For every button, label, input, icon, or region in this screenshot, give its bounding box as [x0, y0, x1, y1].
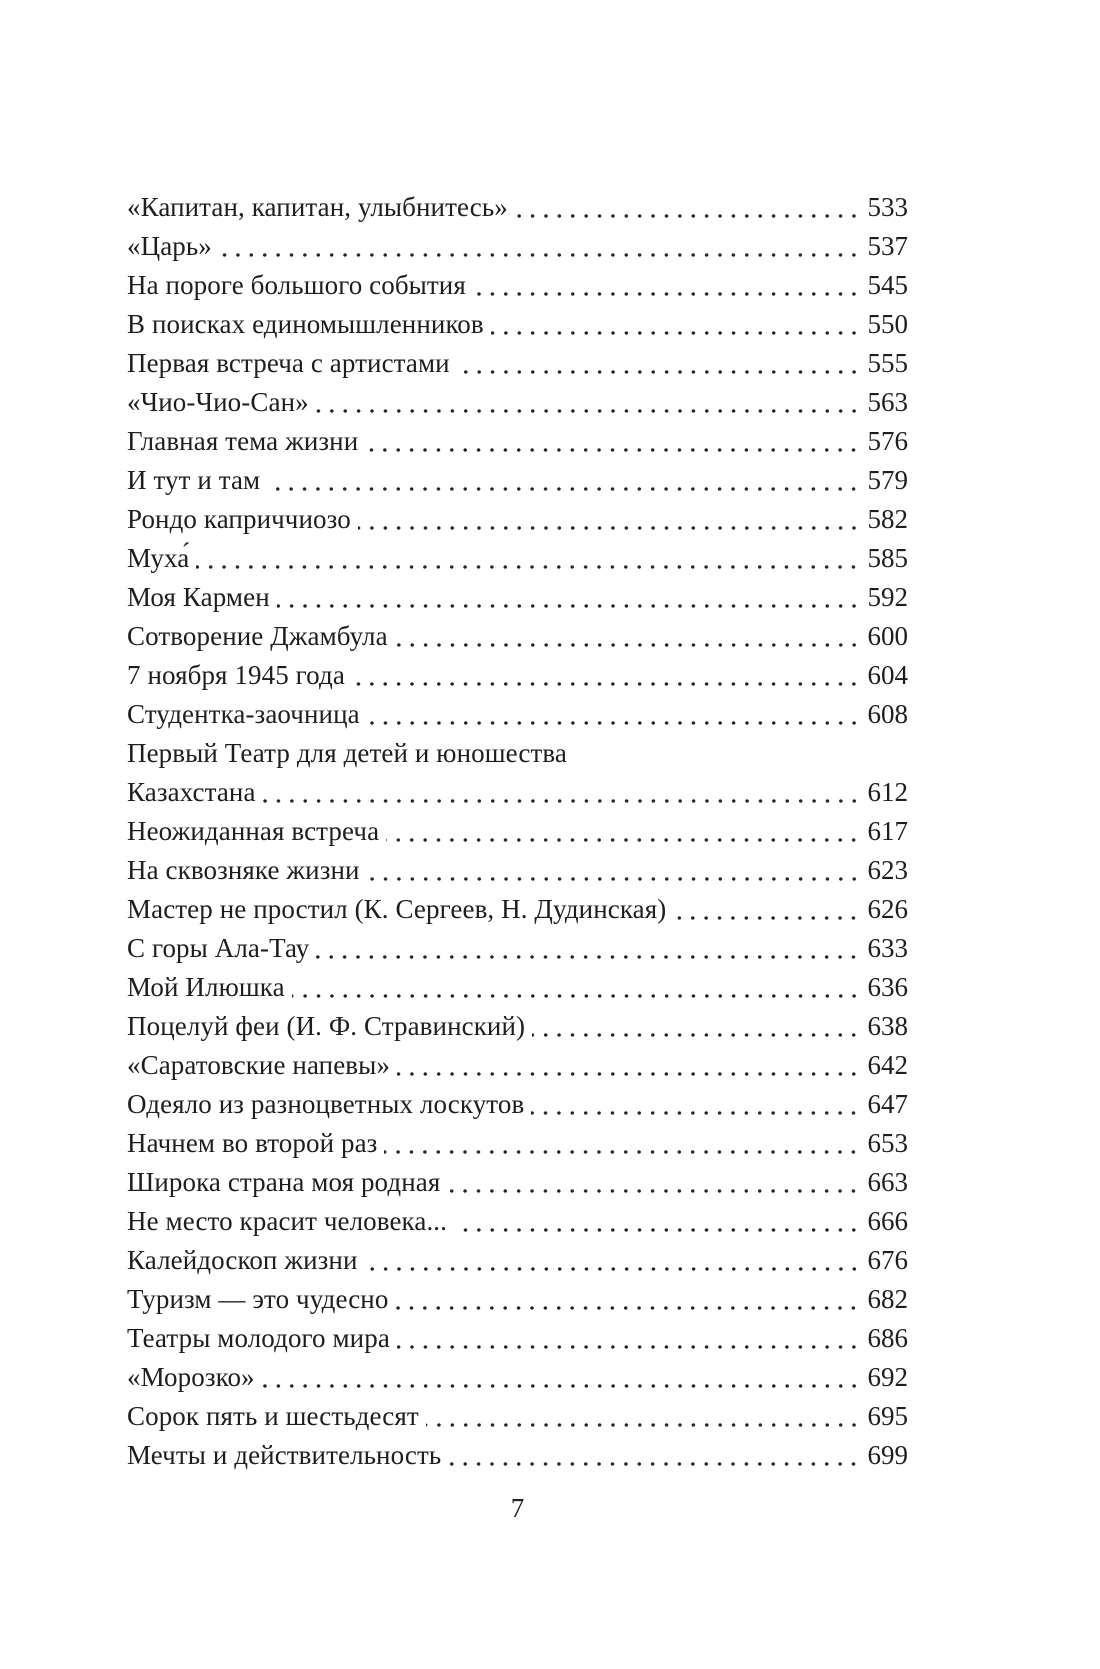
dot-leader — [267, 461, 860, 500]
toc-entry — [127, 305, 908, 344]
toc-entry-page: 638 — [867, 1011, 908, 1041]
toc-entry-page: 612 — [867, 777, 908, 807]
dot-leader — [454, 1202, 861, 1241]
dot-leader — [386, 812, 860, 851]
toc-entry-page: 682 — [867, 1284, 908, 1314]
dot-leader — [262, 1358, 861, 1397]
dot-leader — [397, 1046, 861, 1085]
toc-entry-title: «Чио-Чио-Сан» — [127, 387, 309, 417]
toc-entry — [127, 1319, 908, 1358]
toc-entry — [127, 461, 908, 500]
toc-entry — [127, 890, 908, 929]
dot-leader — [531, 1085, 860, 1124]
toc-entry-title: «Саратовские напевы» — [127, 1050, 390, 1080]
toc-entry — [127, 1046, 908, 1085]
toc-entry-title: Калейдоскоп жизни — [127, 1245, 358, 1275]
toc-entry-page: 550 — [867, 309, 908, 339]
dot-leader — [491, 305, 861, 344]
toc-entry-page: 563 — [867, 387, 908, 417]
toc-entry — [127, 734, 908, 773]
dot-leader — [316, 383, 861, 422]
toc-entry-page: 676 — [867, 1245, 908, 1275]
toc-entry — [127, 1163, 908, 1202]
toc-entry-title: Мастер не простил (К. Сергеев, Н. Дудинская) — [127, 894, 667, 924]
toc-entry-title: Театры молодого мира — [127, 1323, 390, 1353]
toc-entry-page: 579 — [867, 465, 908, 495]
toc-entry-title: Мой Илюшка — [127, 972, 285, 1002]
dot-leader — [367, 695, 861, 734]
toc-entry-page: 695 — [867, 1401, 908, 1431]
toc-entry-title: Казахстана — [127, 777, 256, 807]
toc-entry-title: Сорок пять и шестьдесят — [127, 1401, 419, 1431]
toc-entry — [127, 851, 908, 890]
toc-entry-page: 626 — [867, 894, 908, 924]
toc-entry-page: 555 — [867, 348, 908, 378]
toc-entry-title: Первый Театр для детей и юношества — [127, 738, 567, 768]
toc-entry-title: С горы Ала-Тау — [127, 933, 310, 963]
toc-entry-page: 592 — [867, 582, 908, 612]
toc-entry-title: На пороге большого события — [127, 270, 466, 300]
dot-leader — [515, 188, 861, 227]
toc-entry — [127, 539, 908, 578]
toc-entry-title: «Царь» — [127, 231, 212, 261]
dot-leader — [574, 734, 861, 773]
toc-entry-title: «Морозко» — [127, 1362, 255, 1392]
page-number: 7 — [510, 1493, 525, 1523]
dot-leader — [673, 890, 860, 929]
toc-entry-page: 617 — [867, 816, 908, 846]
toc-entry — [127, 578, 908, 617]
toc-entry-title: Неожиданная встреча — [127, 816, 380, 846]
toc-entry — [127, 929, 908, 968]
dot-leader — [365, 422, 860, 461]
dot-leader — [532, 1007, 860, 1046]
toc-entry — [127, 1358, 908, 1397]
toc-entry-title: Одеяло из разноцветных лоскутов — [127, 1089, 525, 1119]
toc-entry-title: 7 ноября 1945 года — [127, 660, 345, 690]
dot-leader — [277, 578, 861, 617]
dot-leader — [473, 266, 861, 305]
toc-entry-page: 537 — [867, 231, 908, 261]
toc-entry-page: 582 — [867, 504, 908, 534]
toc-entry-page: 600 — [867, 621, 908, 651]
toc-entry-title: Муха́ — [127, 543, 190, 573]
toc-entry — [127, 1436, 908, 1475]
dot-leader — [316, 929, 860, 968]
toc-entry-page: 692 — [867, 1362, 908, 1392]
dot-leader — [395, 1280, 860, 1319]
toc-entry-page: 642 — [867, 1050, 908, 1080]
toc-entry-page: 623 — [867, 855, 908, 885]
toc-entry-title: В поисках единомышленников — [127, 309, 484, 339]
toc-entry — [127, 1085, 908, 1124]
dot-leader — [395, 617, 861, 656]
dot-leader — [219, 227, 861, 266]
dot-leader — [367, 851, 861, 890]
toc-entry-title: Рондо каприччиозо — [127, 504, 351, 534]
dot-leader — [352, 656, 861, 695]
toc-entry — [127, 1241, 908, 1280]
toc-entry-page: 699 — [867, 1440, 908, 1470]
toc-entry — [127, 1280, 908, 1319]
toc-entry-page: 545 — [867, 270, 908, 300]
toc-entry-title: Мечты и действительность — [127, 1440, 442, 1470]
toc-entry-title: Главная тема жизни — [127, 426, 359, 456]
toc-entry-title: Первая встреча с артистами — [127, 348, 450, 378]
dot-leader — [448, 1436, 860, 1475]
toc-entry — [127, 422, 908, 461]
toc-entry — [127, 695, 908, 734]
toc-entry-title: Туризм — это чудесно — [127, 1284, 389, 1314]
toc-entry — [127, 188, 908, 227]
toc-entry-page: 576 — [867, 426, 908, 456]
dot-leader — [384, 1124, 860, 1163]
toc-entry — [127, 617, 908, 656]
toc-entry — [127, 812, 908, 851]
toc-entry — [127, 266, 908, 305]
toc-entry — [127, 383, 908, 422]
toc-entry-title: Сотворение Джамбула — [127, 621, 388, 651]
dot-leader — [447, 1163, 860, 1202]
dot-leader — [292, 968, 861, 1007]
toc-entry-page: 636 — [867, 972, 908, 1002]
toc-entry-title: Не место красит человека... — [127, 1206, 447, 1236]
toc-entry-page: 653 — [867, 1128, 908, 1158]
toc-entry — [127, 1124, 908, 1163]
dot-leader — [397, 1319, 861, 1358]
toc-entry-page: 604 — [867, 660, 908, 690]
toc-entry-page: 608 — [867, 699, 908, 729]
toc-entry-title: И тут и там — [127, 465, 261, 495]
toc-entry-title: На сквозняке жизни — [127, 855, 360, 885]
dot-leader — [365, 1241, 861, 1280]
toc-entry — [127, 1397, 908, 1436]
toc-entry — [127, 1007, 908, 1046]
toc-entry-title: Широка страна моя родная — [127, 1167, 441, 1197]
toc-entry — [127, 500, 908, 539]
toc-entry-title: Начнем во второй раз — [127, 1128, 378, 1158]
toc-entry-page: 663 — [867, 1167, 908, 1197]
toc-entry-title: «Капитан, капитан, улыбнитесь» — [127, 192, 508, 222]
toc-entry — [127, 344, 908, 383]
toc-entry-page: 585 — [867, 543, 908, 573]
toc-entry — [127, 773, 908, 812]
toc-entry — [127, 656, 908, 695]
toc-entry — [127, 1202, 908, 1241]
toc-entry — [127, 968, 908, 1007]
toc-entry-page: 666 — [867, 1206, 908, 1236]
dot-leader — [457, 344, 861, 383]
toc-entry — [127, 227, 908, 266]
table-of-contents — [127, 188, 908, 1475]
toc-entry-page: 533 — [867, 192, 908, 222]
toc-entry-page: 686 — [867, 1323, 908, 1353]
toc-entry-page: 633 — [867, 933, 908, 963]
dot-leader — [196, 539, 860, 578]
toc-entry-page: 647 — [867, 1089, 908, 1119]
dot-leader — [263, 773, 861, 812]
dot-leader — [426, 1397, 861, 1436]
dot-leader — [358, 500, 861, 539]
toc-entry-title: Моя Кармен — [127, 582, 270, 612]
toc-entry-title: Студентка-заочница — [127, 699, 360, 729]
toc-entry-title: Поцелуй феи (И. Ф. Стравинский) — [127, 1011, 526, 1041]
